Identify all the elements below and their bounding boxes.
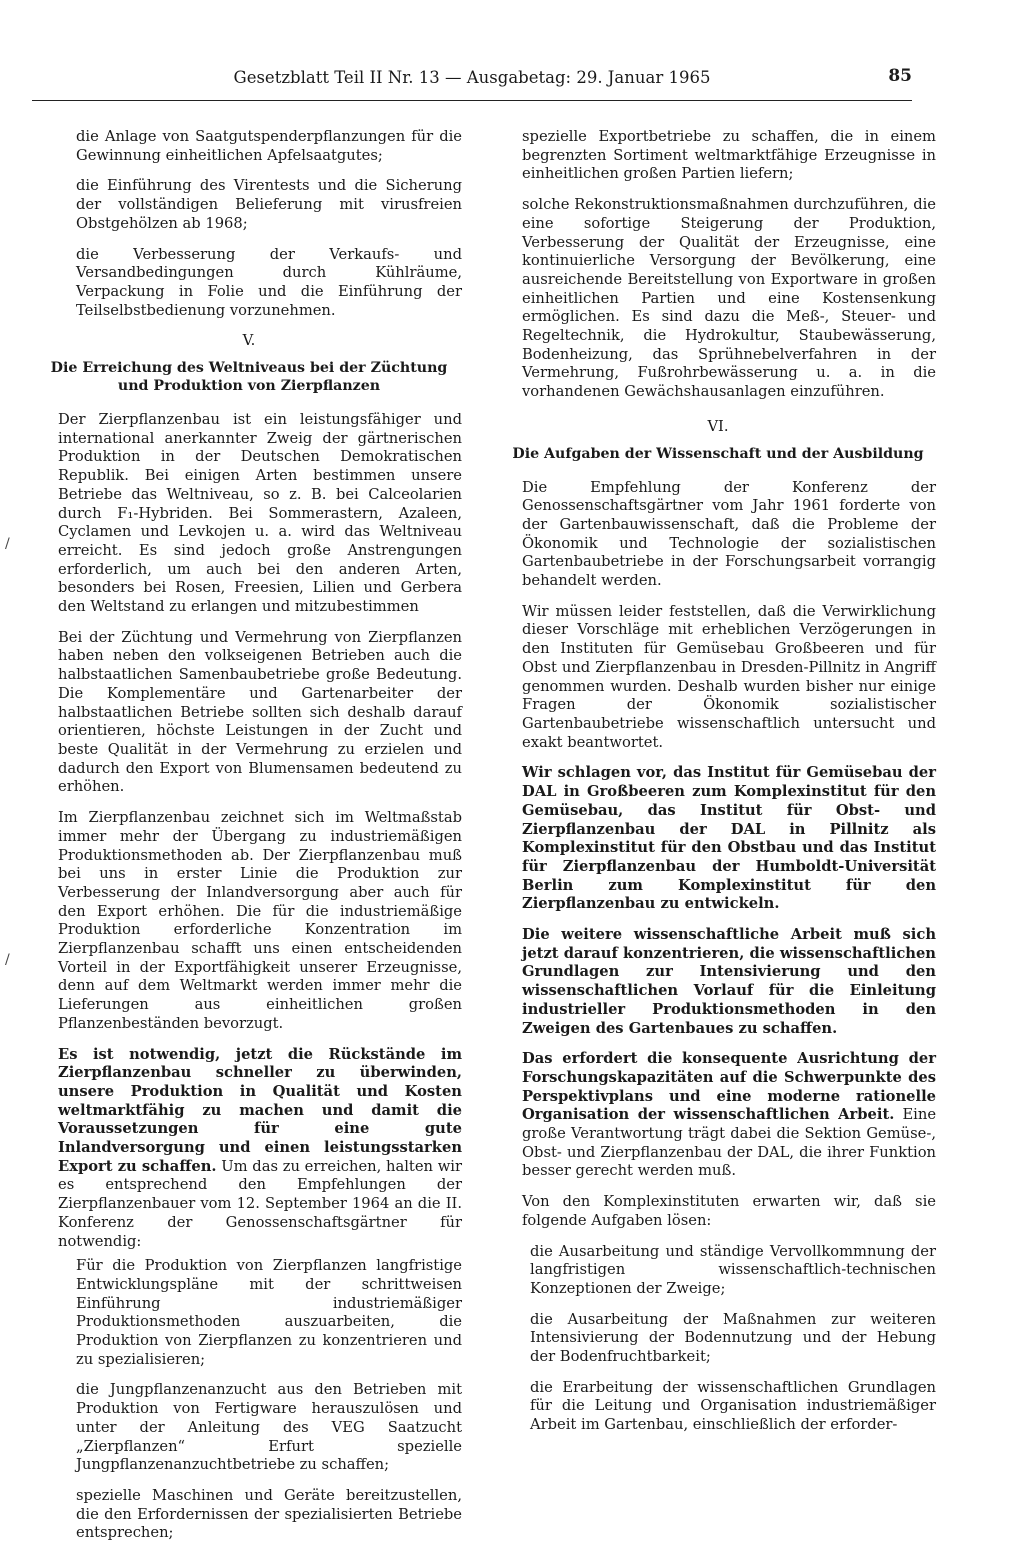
list-item: die Anlage von Saatgutspenderpflanzungen für die Gewinnung einheitlichen Apfelsaatgutes; [76, 128, 462, 164]
list-item: spezielle Maschinen und Geräte bereitzustellen, die den Erfordernissen der spezialisierten Betriebe entsprechen; [76, 1487, 462, 1542]
paragraph [36, 1046, 462, 1252]
paragraph: Wir müssen leider feststellen, daß die Verwirklichung dieser Vorschläge mit erheblichen Verzögerungen in den Instituten für Gemüsebau Großbeeren und für Obst und Zierpflanzenbau in Dresden-Pillnitz in Angriff genommen wurden. Deshalb wurden bisher nur einige Fragen der Ökonomik sozialistischer Gartenbaubetriebe wissenschaftlich untersucht und exakt beantwortet. [522, 602, 936, 751]
paragraph: Von den Komplexinstituten erwarten wir, daß sie folgende Aufgaben lösen: [522, 1193, 936, 1229]
section-title: Die Erreichung des Weltniveaus bei der Züchtung und Produktion von Zierpflanzen [50, 360, 448, 395]
list-item: die Jungpflanzenanzucht aus den Betrieben mit Produktion von Fertigware herauszulösen und unter der Anleitung des VEG Saatzucht „Zierpflanzen“ Erfurt spezielle Jungpflanzenanzuchtbetriebe zu schaffen; [76, 1381, 462, 1474]
paragraph: Im Zierpflanzenbau zeichnet sich im Weltmaßstab immer mehr der Übergang zu industriemäßigen Produktionsmethoden ab. Der Zierpflanzenbau muß bei uns in erster Linie die Produktion zur Verbesserung der Inlandversorgung aber auch für den Export erhöhen. Die für die industriemäßige Produktion erforderliche Konzentration im Zierpflanzenbau schafft uns einen entscheidenden Vorteil in der Exportfähigkeit unserer Erzeugnisse, denn auf dem Weltmarkt werden immer mehr die Lieferungen aus einheitlichen großen Pflanzenbeständen bevorzugt. [58, 809, 462, 1032]
margin-mark: / [5, 536, 10, 552]
left-column [36, 128, 462, 1555]
paragraph-text: Um das zu erreichen, halten wir es entsprechend den Empfehlungen der Zierpflanzenbauer vom 12. September 1964 an die II. Konferenz der Genossenschaftsgärtner für notwendig: [58, 1157, 462, 1250]
bold-text: Das erfordert die konsequente Ausrichtung der Forschungskapazitäten auf die Schwerpunkte des Perspektivplans und eine moderne rationelle Organisation der wissenschaftlichen Arbeit. [522, 1050, 936, 1124]
paragraph: Der Zierpflanzenbau ist ein leistungsfähiger und international anerkannter Zweig der gärtnerischen Produktion in der Deutschen Demokratischen Republik. Bei einigen Arten bestimmen unsere Betriebe das Weltniveau, so z. B. bei Calceolarien durch F₁-Hybriden. Bei Sommerastern, Azaleen, Cyclamen und Levkojen u. a. wird das Weltniveau erreicht. Es sind jedoch große Anstrengungen erforderlich, um auch bei den anderen Arten, besonders bei Rosen, Freesien, Lilien und Gerbera den Weltstand zu erlangen und mitzubestimmen [58, 411, 462, 616]
paragraph-text: Eine große Verantwortung trägt dabei die Sektion Gemüse-, Obst- und Zierpflanzenbau der DAL, die ihrer Funktion besser gerecht werden muß. [522, 1106, 937, 1180]
section-number: VI. [707, 417, 729, 435]
list-item: die Ausarbeitung der Maßnahmen zur weiteren Intensivierung der Bodennutzung und der Hebung der Bodenfruchtbarkeit; [530, 1310, 936, 1366]
right-column [500, 128, 936, 1447]
page-header [32, 64, 912, 101]
paragraph-bold: Wir schlagen vor, das Institut für Gemüsebau der DAL in Großbeeren zum Komplexinstitut für den Gemüsebau, das Institut für Obst- und Zierpflanzenbau der DAL in Pillnitz als Komplexinstitut für den Obstbau und das Institut für Zierpflanzenbau der Humboldt-Universität Berlin zum Komplexinstitut für den Zierpflanzenbau zu entwickeln. [522, 764, 936, 913]
paragraph [500, 1050, 936, 1181]
list-item: Für die Produktion von Zierpflanzen langfristige Entwicklungspläne mit der schrittweisen Einführung industriemäßiger Produktionsmethoden auszuarbeiten, die Produktion von Zierpflanzen zu konzentrieren und zu spezialisieren; [76, 1257, 462, 1368]
paragraph: Die Empfehlung der Konferenz der Genossenschaftsgärtner vom Jahr 1961 forderte von der Gartenbauwissenschaft, daß die Probleme der Ökonomik und Technologie der sozialistischen Gartenbaubetriebe in der Forschungsarbeit vorrangig behandelt werden. [522, 478, 936, 590]
margin-mark: / [5, 952, 10, 968]
section-number: V. [242, 332, 256, 350]
list-item: spezielle Exportbetriebe zu schaffen, die in einem begrenzten Sortiment weltmarktfähige Erzeugnisse in einheitlichen großen Partien liefern; [522, 128, 936, 183]
page-number: 85 [888, 66, 912, 86]
header-title: Gesetzblatt Teil II Nr. 13 — Ausgabetag: 29. Januar 1965 [233, 68, 711, 87]
list-item: die Ausarbeitung und ständige Vervollkommnung der langfristigen wissenschaftlich-technischen Konzeptionen der Zweige; [530, 1242, 936, 1297]
list-item: die Einführung des Virentests und die Sicherung der vollständigen Belieferung mit virusfreien Obstgehölzen ab 1968; [76, 177, 462, 232]
list-item: die Verbesserung der Verkaufs- und Versandbedingungen durch Kühlräume, Verpackung in Folie und die Einführung der Teilselbstbedienung vorzunehmen. [76, 245, 462, 319]
paragraph-bold: Die weitere wissenschaftliche Arbeit muß sich jetzt darauf konzentrieren, die wissenschaftlichen Grundlagen zur Intensivierung und den wissenschaftlichen Vorlauf für die Einleitung industrieller Produktionsmethoden in den Zweigen des Gartenbaues zu schaffen. [522, 926, 936, 1037]
list-item: die Erarbeitung der wissenschaftlichen Grundlagen für die Leitung und Organisation industriemäßiger Arbeit im Gartenbau, einschließlich der erforder- [530, 1378, 936, 1434]
list-item: solche Rekonstruktionsmaßnahmen durchzuführen, die eine sofortige Steigerung der Produktion, Verbesserung der Qualität der Erzeugnisse, eine kontinuierliche Versorgung der Bevölkerung, eine ausreichende Bereitstellung von Exportware in großen einheitlichen Partien und eine Kostensenkung ermöglichen. Es sind dazu die Meß-, Steuer- und Regeltechnik, die Hydrokultur, Staubewässerung, Bodenheizung, das Sprühnebelverfahren in der Vermehrung, Fußrohrbewässerung u. a. in die vorhandenen Gewächshausanlagen einzuführen. [522, 196, 936, 401]
bold-text: Es ist notwendig, jetzt die Rückstände im Zierpflanzenbau schneller zu überwinden, unsere Produktion in Qualität und Kosten weltmarktfähig zu machen und damit die Voraussetzungen für eine gute Inlandversorgung und einen leistungsstarken Export zu schaffen. [58, 1045, 462, 1175]
section-title: Die Aufgaben der Wissenschaft und der Ausbildung [512, 445, 924, 462]
paragraph: Bei der Züchtung und Vermehrung von Zierpflanzen haben neben den volkseigenen Betrieben auch die halbstaatlichen Samenbaubetriebe große Bedeutung. Die Komplementäre und Gartenarbeiter der halbstaatlichen Betriebe sollten sich deshalb darauf orientieren, höchste Leistungen in der Zucht und beste Qualität in der Vermehrung zu erzielen und dadurch den Export von Blumensamen bedeutend zu erhöhen. [58, 628, 462, 796]
